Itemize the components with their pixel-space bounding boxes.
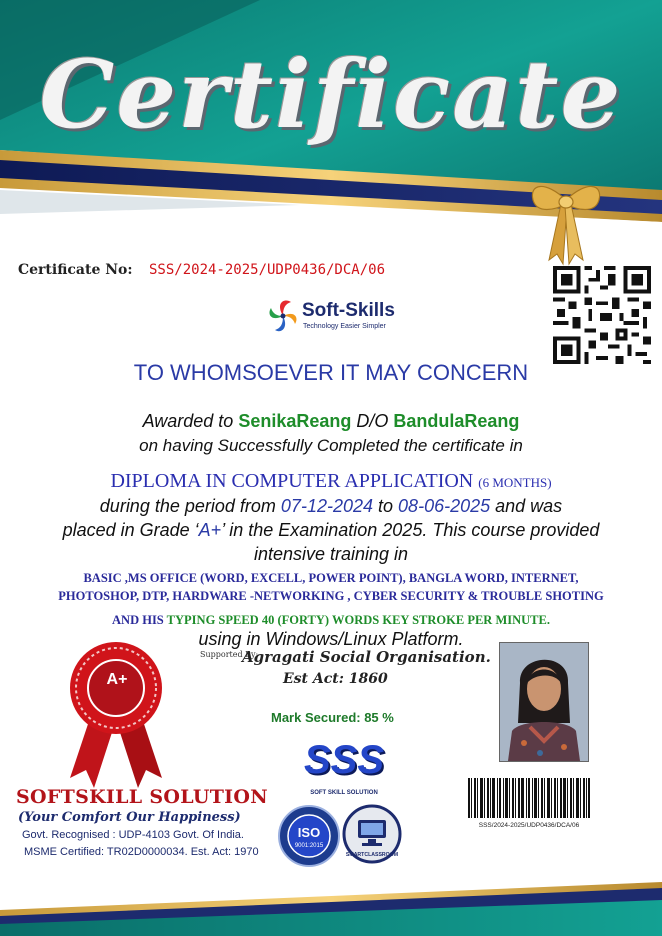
course-duration: (6 MONTHS)	[478, 475, 552, 490]
period-to: 08-06-2025	[398, 496, 491, 516]
iso-badge-icon	[277, 804, 341, 868]
barcode-icon	[468, 778, 590, 818]
completion-line: on having Successfully Completed the certificate in	[139, 436, 523, 455]
supporting-organisation: Agragati Social Organisation.	[242, 648, 491, 666]
parent-name: BandulaReang	[393, 411, 520, 431]
subjects-line-2: PHOTOSHOP, DTP, HARDWARE -NETWORKING , CYBER SECURITY & TROUBLE SHOTING	[58, 589, 604, 603]
period-from: 07-12-2024	[280, 496, 373, 516]
typing-speed: TYPING SPEED 40 (FORTY) WORDS KEY STROKE PER MINUTE.	[166, 613, 550, 627]
mark-secured: Mark Secured: 85 %	[271, 710, 394, 725]
iso-number: 9001:2015	[294, 843, 324, 849]
student-photo	[499, 642, 589, 762]
smartclassroom-label: SMARTCLASSROOM	[345, 852, 399, 858]
certificate-number-label: Certificate No:	[18, 262, 133, 278]
grade-prefix: placed in Grade ‘	[62, 520, 199, 540]
certificate-title: Certificate	[39, 40, 623, 150]
concern-heading: TO WHOMSOEVER IT MAY CONCERN	[133, 360, 529, 385]
smartclassroom-badge-icon	[342, 804, 402, 868]
footer-wave	[0, 870, 662, 936]
msme-certification: MSME Certified: TR02D0000034. Est. Act: 1970	[24, 846, 259, 858]
award-line	[0, 411, 662, 432]
sss-logo-sub: SOFT SKILL SOLUTION	[310, 790, 378, 796]
subjects-line-3	[0, 613, 662, 628]
barcode-text: SSS/2024-2025/UDP0436/DCA/06	[478, 822, 580, 829]
ribbon-bow-icon	[525, 176, 607, 266]
institute-tagline: (Your Comfort Our Happiness)	[18, 810, 241, 825]
student-photo-image	[500, 643, 588, 761]
supported-by-label: Supported By:	[200, 650, 259, 659]
period-line	[0, 496, 662, 517]
logo-name: Soft-Skills	[302, 300, 395, 321]
govt-recognition: Govt. Recognised : UDP-4103 Govt. Of India.	[22, 829, 244, 841]
subjects-line-3-prefix: AND HIS	[112, 613, 164, 627]
period-middle: to	[378, 496, 394, 516]
award-prefix: Awarded to	[142, 411, 234, 431]
certificate-number: SSS/2024-2025/UDP0436/DCA/06	[149, 262, 386, 278]
course-line	[0, 470, 662, 493]
relation: D/O	[356, 411, 389, 431]
student-name: SenikaReang	[238, 411, 352, 431]
institute-name: SOFTSKILL SOLUTION	[16, 786, 268, 808]
est-act: Est Act: 1860	[283, 671, 388, 687]
logo-tagline: Technology Easier Simpler	[303, 323, 386, 330]
subjects-line-1: BASIC ,MS OFFICE (WORD, EXCELL, POWER POINT), BANGLA WORD, INTERNET,	[83, 571, 579, 585]
grade-line	[0, 520, 662, 541]
platform-line: using in Windows/Linux Platform.	[198, 629, 464, 649]
course-name: DIPLOMA IN COMPUTER APPLICATION	[110, 470, 474, 492]
qr-code-icon	[552, 266, 652, 364]
soft-skills-logo-icon	[265, 296, 301, 336]
grade-suffix: ’ in the Examination 2025. This course provided	[221, 520, 600, 540]
sss-logo: SSS	[303, 738, 385, 782]
period-suffix: and was	[495, 496, 563, 516]
training-line: intensive training in	[253, 544, 409, 564]
iso-label: ISO	[297, 825, 321, 840]
award-seal-icon	[56, 640, 176, 790]
grade-value: A+	[198, 520, 222, 540]
period-prefix: during the period from	[99, 496, 276, 516]
seal-grade: A+	[106, 671, 128, 688]
